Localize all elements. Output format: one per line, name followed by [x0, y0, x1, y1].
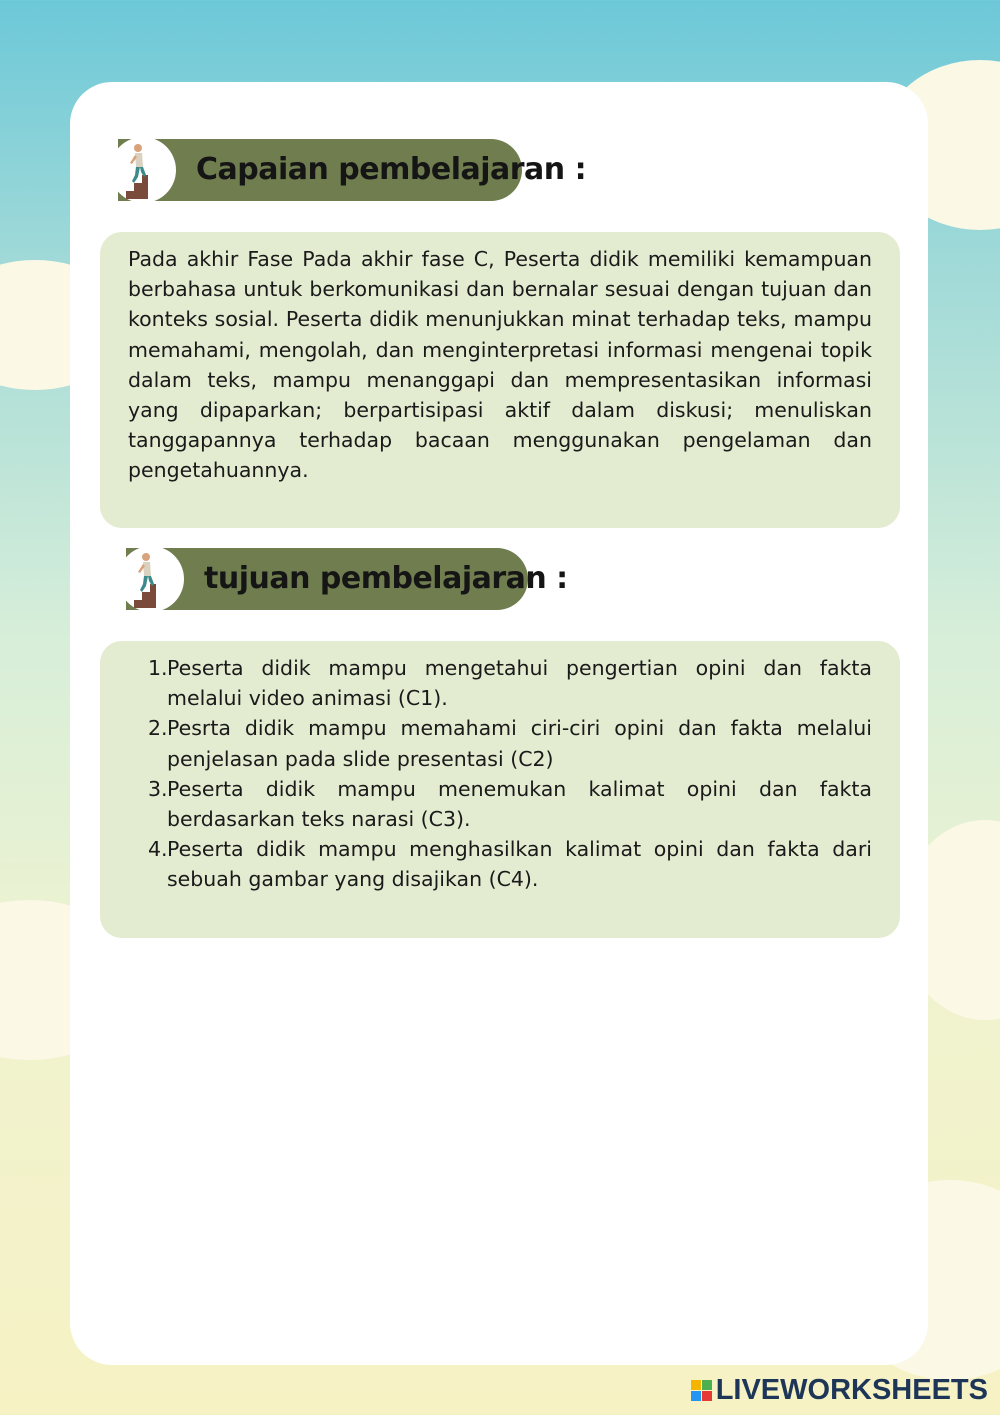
capaian-box	[100, 232, 900, 528]
capaian-paragraph: Pada akhir Fase Pada akhir fase C, Peserta didik memiliki kemampuan berbahasa untuk berkomunikasi dan bernalar sesuai dengan tujuan dan konteks sosial. Peserta didik menunjukkan minat terhadap teks, mampu memahami, mengolah, dan menginterpretasi informasi mengenai topik dalam teks, mampu menanggapi dan mempresentasikan informasi yang dipaparkan; berpartisipasi aktif dalam diskusi; menuliskan tanggapannya terhadap bacaan menggunakan pengelaman dan pengetahuannya.	[128, 247, 872, 483]
list-item-text: Peserta didik mampu mengetahui pengertian opini dan fakta melalui video animasi (C1).	[167, 656, 872, 711]
stair-climber-icon	[130, 548, 174, 610]
tujuan-list	[148, 653, 872, 895]
content-card	[70, 82, 928, 1365]
stair-climber-icon	[122, 139, 166, 201]
list-item	[148, 834, 872, 894]
list-item	[148, 774, 872, 834]
liveworksheets-logo-icon	[691, 1380, 712, 1401]
list-item-text: Peserta didik mampu menemukan kalimat opini dan fakta berdasarkan teks narasi (C3).	[167, 776, 872, 832]
section-badge-capaian	[118, 139, 587, 201]
list-item	[148, 653, 872, 713]
list-item-text: Peserta didik mampu menghasilkan kalimat opini dan fakta dari sebuah gambar yang disajikan (C4).	[167, 837, 872, 892]
section-title: tujuan pembelajaran :	[204, 561, 568, 596]
section-badge-tujuan	[126, 548, 568, 610]
brand-name: LIVEWORKSHEETS	[715, 1374, 988, 1406]
section-title: Capaian pembelajaran :	[196, 152, 587, 187]
list-item-text: Pesrta didik mampu memahami ciri-ciri opini dan fakta melalui penjelasan pada slide presentasi (C2)	[167, 716, 872, 771]
tujuan-box	[100, 641, 900, 938]
list-item-number: 3.	[148, 776, 168, 801]
list-item-number: 4.	[148, 837, 168, 862]
list-item-number: 2.	[148, 716, 168, 741]
list-item	[148, 713, 872, 773]
list-item-number: 1.	[148, 656, 168, 680]
liveworksheets-brand[interactable]	[691, 1374, 988, 1407]
